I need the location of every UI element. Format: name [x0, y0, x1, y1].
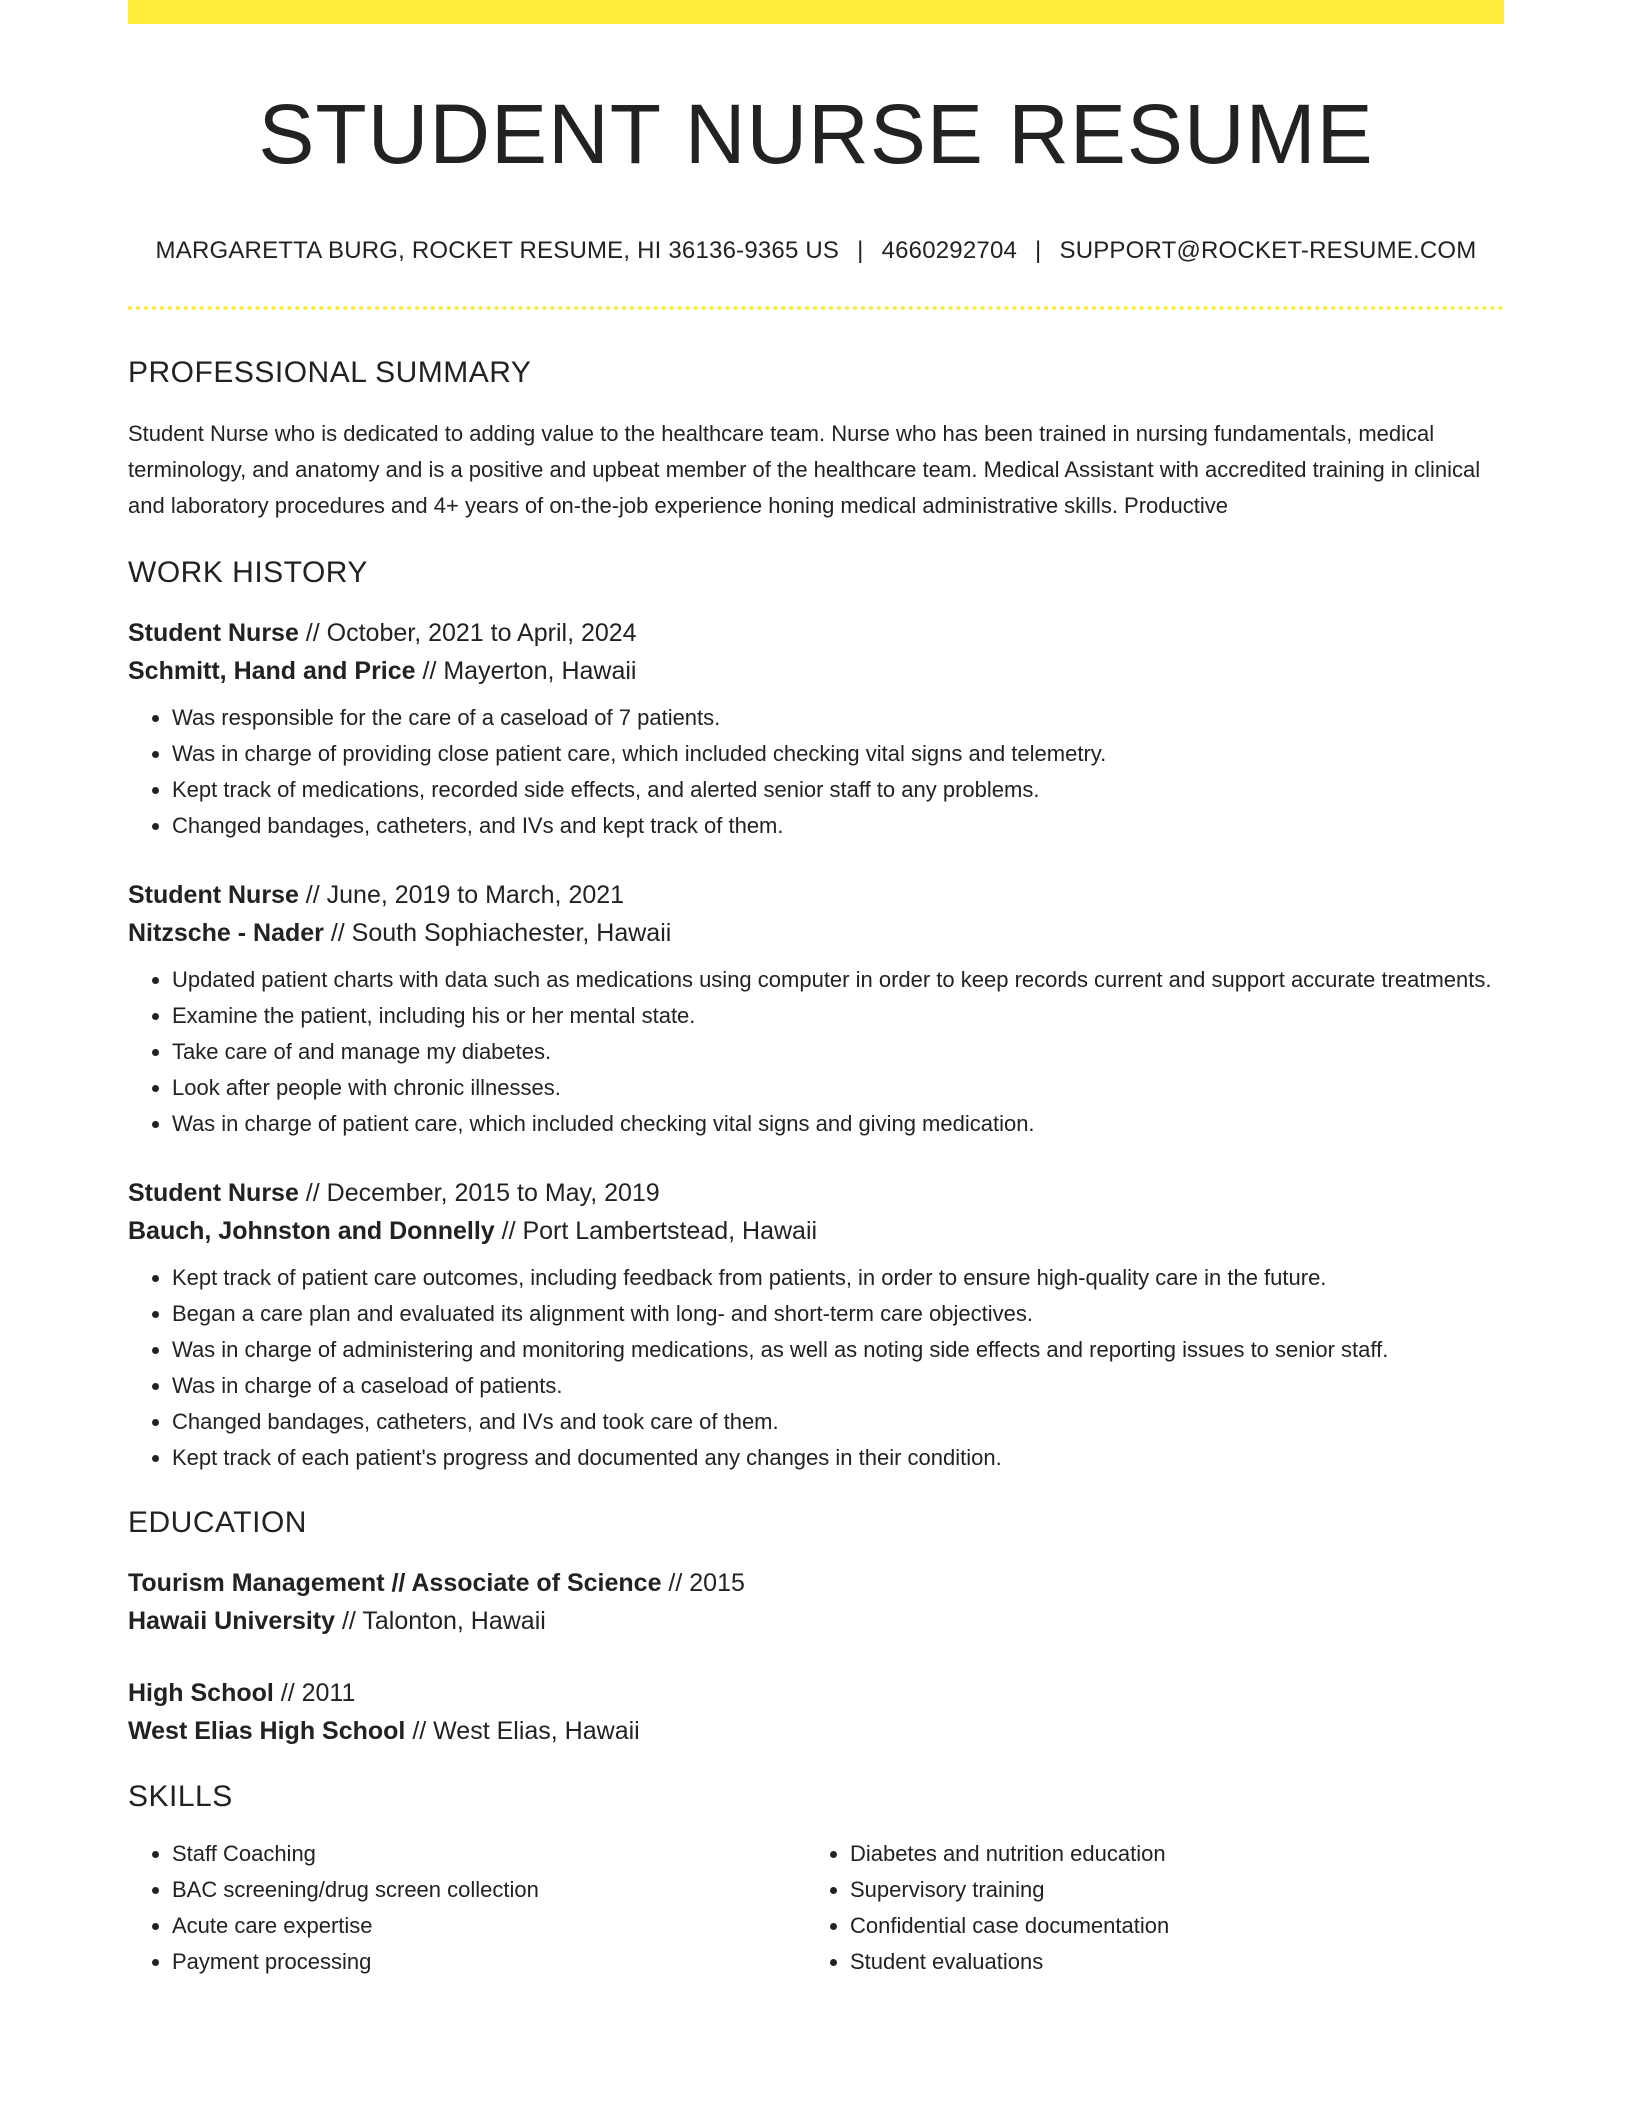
education-location: // West Elias, Hawaii — [405, 1716, 640, 1745]
contact-separator: | — [1035, 236, 1042, 264]
job-location: // Port Lambertstead, Hawaii — [494, 1216, 818, 1245]
job-role-line — [128, 876, 1504, 914]
job-dates: // October, 2021 to April, 2024 — [298, 618, 637, 647]
skills-heading: SKILLS — [128, 1779, 233, 1813]
skills-columns — [128, 1836, 1504, 1980]
dotted-divider — [128, 306, 1504, 310]
job-location: // Mayerton, Hawaii — [415, 656, 637, 685]
skill-item: • Staff Coaching — [172, 1836, 806, 1872]
skill-item: • Diabetes and nutrition education — [850, 1836, 1484, 1872]
job-entry — [128, 1174, 1504, 1476]
education-degree: High School — [128, 1678, 274, 1707]
education-entry — [128, 1674, 1504, 1750]
job-entry — [128, 876, 1504, 1142]
job-bullet: • Was in charge of administering and monitoring medications, as well as noting side effects and reporting issues to senior staff. — [172, 1332, 1504, 1368]
job-bullet: • Changed bandages, catheters, and IVs and kept track of them. — [172, 808, 1504, 844]
job-employer: Schmitt, Hand and Price — [128, 656, 416, 685]
job-employer: Nitzsche - Nader — [128, 918, 324, 947]
job-bullet: • Take care of and manage my diabetes. — [172, 1034, 1504, 1070]
summary-heading: PROFESSIONAL SUMMARY — [128, 355, 532, 389]
work-history-heading: WORK HISTORY — [128, 555, 368, 589]
job-bullet: • Began a care plan and evaluated its alignment with long- and short-term care objectives. — [172, 1296, 1504, 1332]
job-bullet: • Kept track of patient care outcomes, including feedback from patients, in order to ensure high-quality care in the future. — [172, 1260, 1504, 1296]
education-school-line — [128, 1602, 1504, 1640]
skill-item: • Confidential case documentation — [850, 1908, 1484, 1944]
skills-right-list — [806, 1836, 1484, 1980]
job-bullet: • Look after people with chronic illnesses. — [172, 1070, 1504, 1106]
job-bullets — [128, 962, 1504, 1142]
job-bullet: • Kept track of each patient's progress and documented any changes in their condition. — [172, 1440, 1504, 1476]
job-employer-line — [128, 652, 1504, 690]
education-year: // 2011 — [273, 1678, 356, 1707]
skill-item: • Acute care expertise — [172, 1908, 806, 1944]
education-entry — [128, 1564, 1504, 1640]
job-role-line — [128, 1174, 1504, 1212]
job-location: // South Sophiachester, Hawaii — [323, 918, 672, 947]
contact-address: MARGARETTA BURG, ROCKET RESUME, HI 36136-9365 US — [155, 236, 840, 264]
summary-text: Student Nurse who is dedicated to adding value to the healthcare team. Nurse who has been trained in nursing fundamentals, medical terminology, and anatomy and is a positive and upbeat member of the healthcare team. Medical Assistant with accredited training in clinical and laboratory procedures and 4+ years of on-the-job experience honing medical administrative skills. Productive — [128, 420, 1481, 518]
education-school: West Elias High School — [128, 1716, 406, 1745]
job-employer-line — [128, 1212, 1504, 1250]
resume-title: STUDENT NURSE RESUME — [258, 87, 1374, 181]
education-school: Hawaii University — [128, 1606, 336, 1635]
job-role: Student Nurse — [128, 880, 299, 909]
job-dates: // December, 2015 to May, 2019 — [298, 1178, 660, 1207]
job-bullet: • Kept track of medications, recorded side effects, and alerted senior staff to any problems. — [172, 772, 1504, 808]
top-accent-bar — [128, 0, 1504, 24]
education-year: // 2015 — [661, 1568, 745, 1597]
job-bullet: • Changed bandages, catheters, and IVs and took care of them. — [172, 1404, 1504, 1440]
contact-phone: 4660292704 — [881, 236, 1018, 264]
job-bullets — [128, 700, 1504, 844]
contact-line — [128, 235, 1504, 266]
job-bullet: • Was in charge of providing close patient care, which included checking vital signs and telemetry. — [172, 736, 1504, 772]
job-bullet: • Was responsible for the care of a caseload of 7 patients. — [172, 700, 1504, 736]
job-dates: // June, 2019 to March, 2021 — [298, 880, 625, 909]
job-bullet: • Updated patient charts with data such as medications using computer in order to keep records current and support accurate treatments. — [172, 962, 1504, 998]
job-bullets — [128, 1260, 1504, 1476]
education-heading: EDUCATION — [128, 1505, 307, 1539]
education-degree-line — [128, 1674, 1504, 1712]
job-role-line — [128, 614, 1504, 652]
skills-left-list — [128, 1836, 806, 1980]
education-location: // Talonton, Hawaii — [335, 1606, 546, 1635]
contact-separator: | — [857, 236, 864, 264]
job-bullet: • Was in charge of a caseload of patients. — [172, 1368, 1504, 1404]
resume-page — [128, 0, 1504, 1980]
skill-item: • Supervisory training — [850, 1872, 1484, 1908]
education-school-line — [128, 1712, 1504, 1750]
job-employer-line — [128, 914, 1504, 952]
job-entry — [128, 614, 1504, 844]
skill-item: • BAC screening/drug screen collection — [172, 1872, 806, 1908]
job-bullet: • Examine the patient, including his or her mental state. — [172, 998, 1504, 1034]
education-degree-line — [128, 1564, 1504, 1602]
education-degree: Tourism Management // Associate of Science — [128, 1568, 662, 1597]
job-bullet: • Was in charge of patient care, which included checking vital signs and giving medication. — [172, 1106, 1504, 1142]
contact-email: SUPPORT@ROCKET-RESUME.COM — [1059, 236, 1477, 264]
job-role: Student Nurse — [128, 1178, 299, 1207]
skill-item: • Student evaluations — [850, 1944, 1484, 1980]
skill-item: • Payment processing — [172, 1944, 806, 1980]
job-role: Student Nurse — [128, 618, 299, 647]
job-employer: Bauch, Johnston and Donnelly — [128, 1216, 495, 1245]
